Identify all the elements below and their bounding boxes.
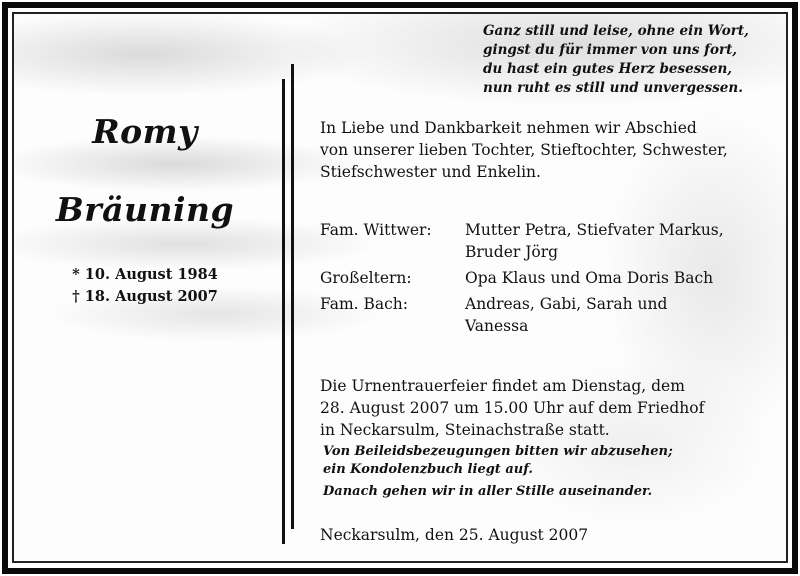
last-name: Bräuning [55,190,235,229]
poem [483,22,783,98]
intro-line: von unserer lieben Tochter, Stieftochter, Schwester, [320,141,728,159]
poem-line: du hast ein gutes Herz besessen, [483,61,733,77]
mourner-row [320,219,790,263]
poem-line: gingst du für immer von uns fort, [483,42,738,58]
mourner-names [465,267,713,289]
poem-line: Ganz still und leise, ohne ein Wort, [483,23,749,39]
vertical-divider-left [282,79,285,544]
condolence-note [323,443,793,501]
mourner-names-line: Mutter Petra, Stiefvater Markus, [465,221,724,239]
poem-line: nun ruht es still und unvergessen. [483,80,743,96]
ceremony-line: in Neckarsulm, Steinachstraße statt. [320,421,610,439]
mourner-names [465,219,724,263]
intro-line: Stiefschwester und Enkelin. [320,163,541,181]
death-date: † 18. August 2007 [72,288,218,305]
mourner-names-line: Bruder Jörg [465,243,559,261]
note-line: Von Beileidsbezeugungen bitten wir abzusehen; [323,444,673,459]
mourner-label: Fam. Wittwer: [320,221,432,239]
birth-date: * 10. August 1984 [72,266,218,283]
place-date-signoff: Neckarsulm, den 25. August 2007 [320,526,589,544]
mourner-row [320,293,790,337]
mourner-label: Großeltern: [320,269,412,287]
intro-line: In Liebe und Dankbarkeit nehmen wir Abschied [320,119,697,137]
mourner-names-line: Andreas, Gabi, Sarah und [465,295,668,313]
mourner-names-line: Opa Klaus und Oma Doris Bach [465,269,714,287]
mourner-label: Fam. Bach: [320,295,409,313]
note-line: ein Kondolenzbuch liegt auf. [323,462,533,477]
life-dates [40,264,250,308]
farewell-intro [320,117,790,183]
mourners-list [320,219,790,341]
ceremony-line: Die Urnentrauerfeier findet am Dienstag, dem [320,377,685,395]
first-name: Romy [92,112,198,151]
mourner-row [320,267,790,289]
mourner-names-line: Vanessa [465,317,529,335]
vertical-divider-right [291,64,294,529]
mourner-names [465,293,667,337]
funeral-service-info [320,375,790,441]
parting-line: Danach gehen wir in aller Stille auseinander. [323,484,653,499]
deceased-name-block [40,112,250,308]
ceremony-line: 28. August 2007 um 15.00 Uhr auf dem Friedhof [320,399,705,417]
